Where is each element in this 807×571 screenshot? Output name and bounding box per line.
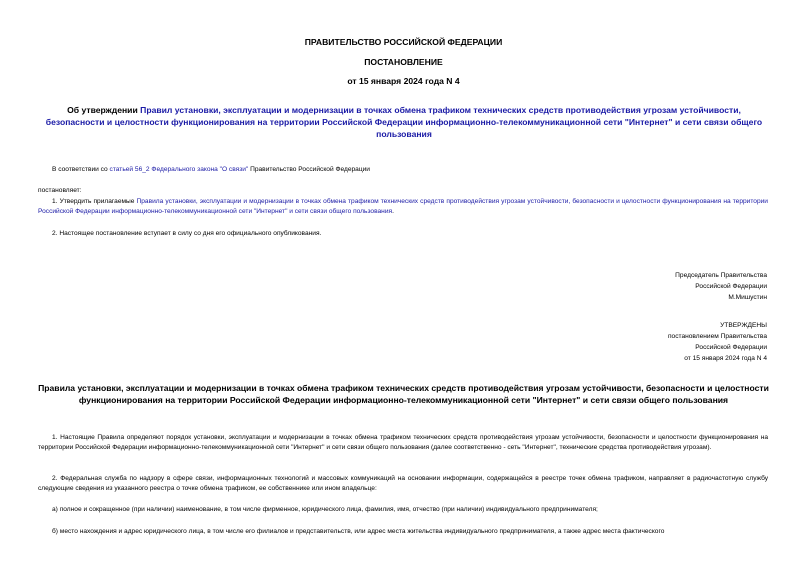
- rules-paragraph-b: б) место нахождения и адрес юридического лица, в том числе его филиалов и представительств, или адрес места жительства индивидуального предпринимателя, а также адрес места фактического: [52, 528, 665, 535]
- approved-line-3: Российской Федерации: [695, 344, 767, 351]
- document-type: ПОСТАНОВЛЕНИЕ: [364, 57, 443, 67]
- approved-line-1: УТВЕРЖДЕНЫ: [720, 322, 767, 329]
- rules-paragraph-1: 1. Настоящие Правила определяют порядок установки, эксплуатации и модернизации в точках обмена трафиком технических средств противодействия угрозам устойчивости, безопасности и целостности функционирования на территории Российской Федерации информационно-телекоммуникационной сети "Интернет" и сети связи общего пользования (далее соответственно - сеть "Интернет", технические средства противодействия угрозам).: [38, 434, 768, 451]
- title-prefix: Об утверждении: [67, 105, 141, 115]
- rules-link[interactable]: Правила установки, эксплуатации и модернизации в точках обмена трафиком технических средств противодействия угрозам устойчивости, безопасности и целостности функционирования на территории Российской Федерации информационно-телекоммуникационной сети "Интернет" и сети связи общего пользования: [38, 198, 768, 215]
- rules-paragraph-2: 2. Федеральная служба по надзору в сфере связи, информационных технологий и массовых коммуникаций на основании информации, содержащейся в реестре точек обмена трафиком, направляет в радиочастотную службу следующие сведения из указанного реестра о точке обмена трафиком, ее собственнике или ином владельце:: [38, 475, 768, 492]
- item-2: 2. Настоящее постановление вступает в силу со дня его официального опубликования.: [52, 230, 322, 237]
- approved-line-2: постановлением Правительства: [667, 333, 767, 340]
- document-date: от 15 января 2024 года N 4: [347, 76, 460, 86]
- document-title: [44, 104, 764, 140]
- org-name: ПРАВИТЕЛЬСТВО РОССИЙСКОЙ ФЕДЕРАЦИИ: [304, 37, 503, 47]
- signature-line-3: М.Мишустин: [728, 294, 767, 301]
- item-1: [38, 197, 768, 217]
- law-article-link[interactable]: статьей 56_2 Федерального закона "О связи": [109, 166, 249, 173]
- item-1-suffix: .: [392, 208, 394, 215]
- signature-line-2: Российской Федерации: [695, 283, 767, 290]
- approved-line-4: от 15 января 2024 года N 4: [684, 355, 767, 362]
- preamble-prefix: В соответствии со: [52, 166, 110, 173]
- signature-block: [675, 270, 767, 303]
- rules-title: Правила установки, эксплуатации и модернизации в точках обмена трафиком технических средств противодействия угрозам устойчивости, безопасности и целостности функционирования на территории Российской Федерации информационно-телекоммуникационной сети "Интернет" и сети связи общего пользования: [38, 383, 769, 405]
- title-link[interactable]: Правил установки, эксплуатации и модернизации в точках обмена трафиком технических средств противодействия угрозам устойчивости, безопасности и целостности функционирования на территории Российской Федерации информационно-телекоммуникационной сети "Интернет" и сети связи общего пользования: [45, 105, 763, 139]
- approved-block: [668, 320, 767, 364]
- signature-line-1: Председатель Правительства: [675, 272, 767, 279]
- preamble-suffix: Правительство Российской Федерации: [248, 166, 370, 173]
- rules-paragraph-a: а) полное и сокращенное (при наличии) наименование, в том числе фирменное, юридического лица, фамилия, имя, отчество (при наличии) индивидуального предпринимателя;: [52, 506, 598, 513]
- resolves-text: постановляет:: [38, 187, 82, 194]
- preamble: [52, 165, 772, 175]
- item-1-prefix: 1. Утвердить прилагаемые: [52, 198, 137, 205]
